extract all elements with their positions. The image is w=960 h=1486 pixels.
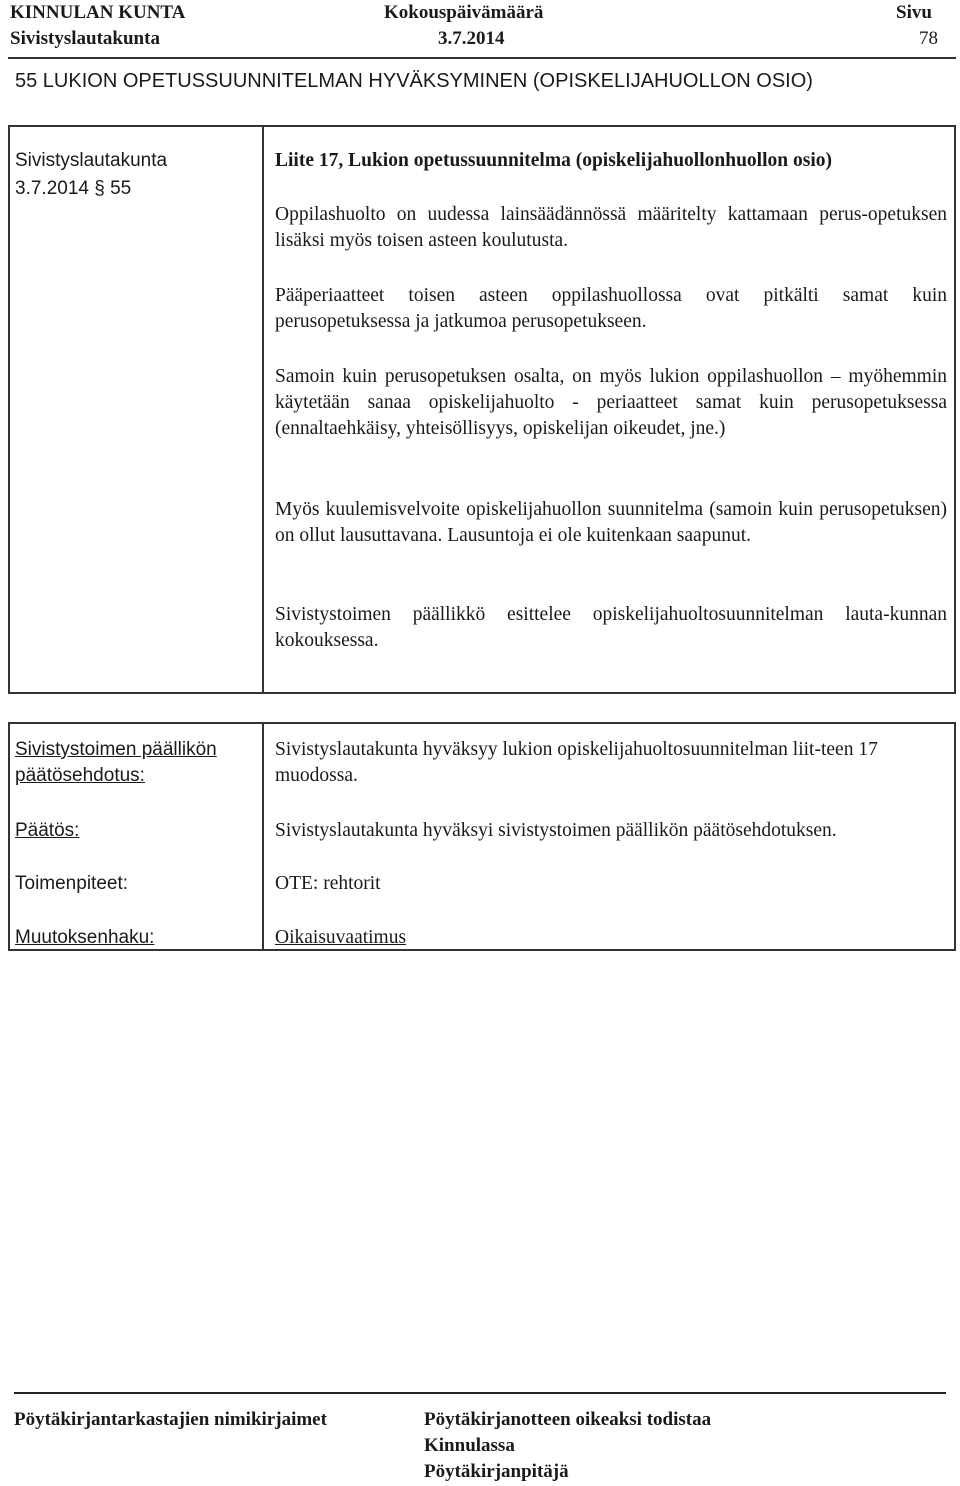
header-row-1: [0, 2, 960, 26]
decision-text: Sivistyslautakunta hyväksyi sivistystoimen päällikön päätösehdotuksen.: [275, 820, 837, 841]
footer-certification-line-1: Pöytäkirjanotteen oikeaksi todistaa: [424, 1409, 712, 1430]
page-label: Sivu: [896, 2, 932, 23]
proposal-label: Sivistystoimen päällikön päätösehdotus:: [15, 739, 217, 786]
section-title: 55 LUKION OPETUSSUUNNITELMAN HYVÄKSYMINEN (OPISKELIJAHUOLLON OSIO): [15, 70, 813, 92]
reference-board: Sivistyslautakunta: [15, 150, 168, 171]
content-box-divider: [262, 125, 264, 694]
actions-label: Toimenpiteet:: [15, 873, 129, 894]
actions-text: OTE: rehtorit: [275, 873, 381, 894]
appeal-label: Muutoksenhaku:: [15, 927, 155, 948]
board-name: Sivistyslautakunta: [10, 28, 160, 49]
paragraph-5: Sivistystoimen päällikkö esittelee opiskelijahuoltosuunnitelman lauta-kunnan kokouksessa.: [275, 604, 947, 651]
decision-box-divider: [262, 722, 264, 951]
meeting-date-label: Kokouspäivämäärä: [384, 2, 544, 23]
header-row-2: [0, 28, 960, 52]
footer-divider: [14, 1392, 946, 1394]
decision-label: Päätös:: [15, 820, 80, 841]
meeting-date: 3.7.2014: [438, 28, 505, 49]
attachment-title: Liite 17, Lukion opetussuunnitelma (opiskelijahuollonhuollon osio): [275, 150, 832, 171]
footer-initials-label: Pöytäkirjantarkastajien nimikirjaimet: [14, 1409, 327, 1430]
proposal-text: Sivistyslautakunta hyväksyy lukion opiskelijahuoltosuunnitelman liit-teen 17 muodossa.: [275, 739, 878, 786]
paragraph-3: Samoin kuin perusopetuksen osalta, on myös lukion oppilashuollon – myöhemmin käytetään sanaa opiskelijahuolto - periaatteet samat kuin perusopetuksessa (ennaltaehkäisy, yhteisöllisyys, opiskelijan oikeudet, jne.): [275, 366, 947, 439]
paragraph-4: Myös kuulemisvelvoite opiskelijahuollon suunnitelma (samoin kuin perusopetuksen) on ollut lausuttavana. Lausuntoja ei ole kuitenkaan saapunut.: [275, 499, 947, 546]
municipality-name: KINNULAN KUNTA: [10, 2, 186, 23]
footer-certification-line-2: Kinnulassa: [424, 1435, 515, 1456]
footer-certification-line-3: Pöytäkirjanpitäjä: [424, 1461, 569, 1482]
paragraph-2: Pääperiaatteet toisen asteen oppilashuollossa ovat pitkälti samat kuin perusopetuksessa ja jatkumoa perusopetukseen.: [275, 285, 947, 332]
reference-date-section: 3.7.2014 § 55: [15, 178, 132, 199]
page-number: 78: [919, 28, 938, 49]
header-divider: [8, 57, 956, 59]
appeal-text: Oikaisuvaatimus: [275, 927, 407, 948]
footer-certification: [424, 1407, 711, 1485]
paragraph-1: Oppilashuolto on uudessa lainsäädännössä määritelty kattamaan perus-opetuksen lisäksi myös toisen asteen koulutusta.: [275, 204, 947, 251]
